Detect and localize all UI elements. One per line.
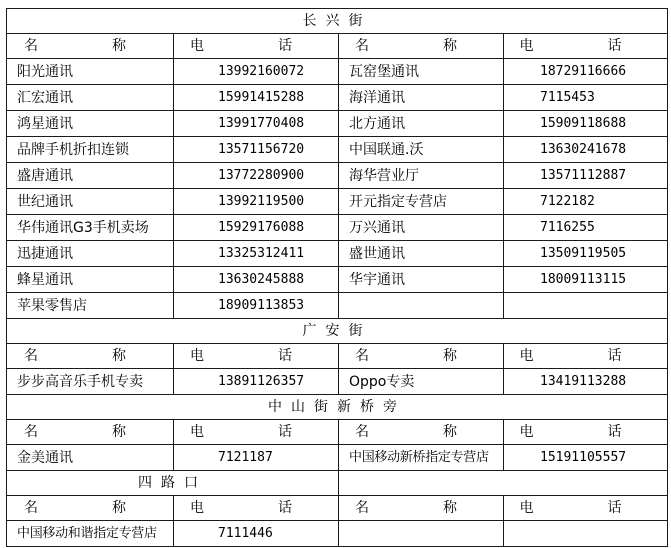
table-row [7, 189, 668, 215]
table-row [7, 163, 668, 189]
store-phone: 13419113288 [504, 369, 668, 395]
store-name: 华伟通讯G3手机卖场 [7, 215, 174, 241]
section-title-row [7, 471, 668, 496]
store-name: 品牌手机折扣连锁 [7, 137, 174, 163]
store-phone: 13891126357 [174, 369, 339, 395]
store-name: 盛世通讯 [339, 241, 504, 267]
table-row [7, 59, 668, 85]
store-name: 中国移动和谐指定专营店 [7, 521, 174, 547]
store-name: 步步高音乐手机专卖 [7, 369, 174, 395]
store-name: 阳光通讯 [7, 59, 174, 85]
store-phone: 15991415288 [174, 85, 339, 111]
store-phone: 15929176088 [174, 215, 339, 241]
store-name: 盛唐通讯 [7, 163, 174, 189]
store-name: 中国移动新桥指定专营店 [339, 445, 504, 471]
header-phone: 电 话 [174, 496, 339, 521]
header-name: 名 称 [7, 420, 174, 445]
table-row [7, 445, 668, 471]
empty-cell [339, 471, 668, 496]
store-directory-table [6, 8, 668, 547]
store-phone: 13509119505 [504, 241, 668, 267]
header-name: 名 称 [339, 496, 504, 521]
header-phone: 电 话 [504, 496, 668, 521]
store-phone: 13571156720 [174, 137, 339, 163]
section-title-zhongshan: 中山街新桥旁 [7, 395, 668, 420]
column-header-row [7, 34, 668, 59]
store-name: 苹果零售店 [7, 293, 174, 319]
store-name: 汇宏通讯 [7, 85, 174, 111]
table-row [7, 369, 668, 395]
store-phone: 13992119500 [174, 189, 339, 215]
store-name: 华宇通讯 [339, 267, 504, 293]
store-phone: 18009113115 [504, 267, 668, 293]
header-phone: 电 话 [174, 344, 339, 369]
store-phone: 7116255 [504, 215, 668, 241]
table-row [7, 267, 668, 293]
store-phone: 13991770408 [174, 111, 339, 137]
table-row [7, 85, 668, 111]
store-phone: 13992160072 [174, 59, 339, 85]
store-phone: 13325312411 [174, 241, 339, 267]
store-phone: 13571112887 [504, 163, 668, 189]
store-name: 北方通讯 [339, 111, 504, 137]
header-phone: 电 话 [504, 34, 668, 59]
store-name: 开元指定专营店 [339, 189, 504, 215]
store-phone [504, 521, 668, 547]
section-title-guangan: 广安街 [7, 319, 668, 344]
header-name: 名 称 [7, 34, 174, 59]
table-row [7, 521, 668, 547]
header-phone: 电 话 [504, 344, 668, 369]
store-phone: 7121187 [174, 445, 339, 471]
store-phone: 7111446 [174, 521, 339, 547]
store-name [339, 293, 504, 319]
store-phone: 18729116666 [504, 59, 668, 85]
table-row [7, 111, 668, 137]
section-title-changxing: 长兴街 [7, 9, 668, 34]
table-row [7, 293, 668, 319]
section-title-silukou: 四路口 [7, 471, 339, 496]
header-name: 名 称 [339, 34, 504, 59]
store-phone: 13772280900 [174, 163, 339, 189]
header-name: 名 称 [7, 344, 174, 369]
table-row [7, 215, 668, 241]
store-name: 蜂星通讯 [7, 267, 174, 293]
store-name: 万兴通讯 [339, 215, 504, 241]
store-name [339, 521, 504, 547]
store-name: 瓦窑堡通讯 [339, 59, 504, 85]
store-name: Oppo专卖 [339, 369, 504, 395]
store-name: 鸿星通讯 [7, 111, 174, 137]
store-phone: 13630241678 [504, 137, 668, 163]
column-header-row [7, 420, 668, 445]
store-name: 中国联通.沃 [339, 137, 504, 163]
store-phone: 13630245888 [174, 267, 339, 293]
store-phone: 7122182 [504, 189, 668, 215]
store-phone: 15191105557 [504, 445, 668, 471]
header-name: 名 称 [339, 344, 504, 369]
section-title-row [7, 395, 668, 420]
table-row [7, 241, 668, 267]
store-phone: 18909113853 [174, 293, 339, 319]
header-phone: 电 话 [504, 420, 668, 445]
table-row [7, 137, 668, 163]
header-phone: 电 话 [174, 420, 339, 445]
store-name: 海洋通讯 [339, 85, 504, 111]
section-title-row [7, 319, 668, 344]
store-phone [504, 293, 668, 319]
column-header-row [7, 344, 668, 369]
store-name: 迅捷通讯 [7, 241, 174, 267]
section-title-row [7, 9, 668, 34]
store-name: 海华营业厅 [339, 163, 504, 189]
store-name: 世纪通讯 [7, 189, 174, 215]
store-phone: 15909118688 [504, 111, 668, 137]
header-name: 名 称 [339, 420, 504, 445]
store-phone: 7115453 [504, 85, 668, 111]
store-name: 金美通讯 [7, 445, 174, 471]
header-phone: 电 话 [174, 34, 339, 59]
header-name: 名 称 [7, 496, 174, 521]
column-header-row [7, 496, 668, 521]
